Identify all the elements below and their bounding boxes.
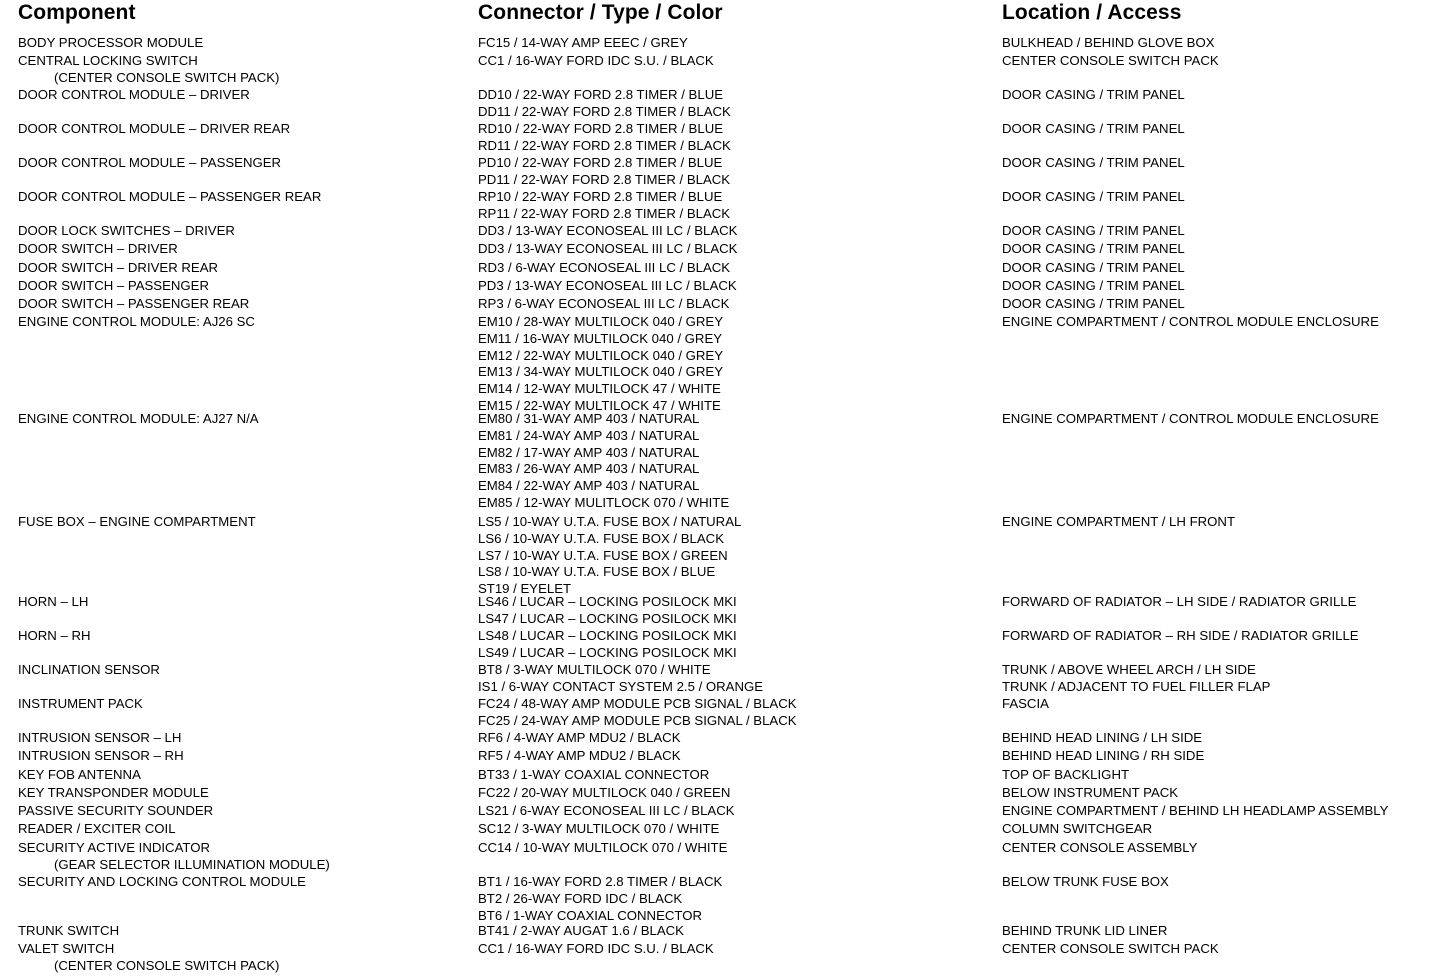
connector-entry: SC12 / 3-WAY MULTILOCK 070 / WHITE [478,821,720,836]
connector-cell [478,296,729,313]
connector-entry: BT8 / 3-WAY MULTILOCK 070 / WHITE [478,662,711,677]
connector-entry: EM84 / 22-WAY AMP 403 / NATURAL [478,478,700,494]
location-entry: BEHIND TRUNK LID LINER [1002,923,1168,938]
connector-entry: FC22 / 20-WAY MULTILOCK 040 / GREEN [478,785,731,800]
component-cell [18,35,203,52]
connector-cell [478,35,688,52]
component-cell [18,803,213,820]
connector-entry: EM15 / 22-WAY MULTILOCK 47 / WHITE [478,397,721,413]
location-entry: DOOR CASING / TRIM PANEL [1002,278,1185,293]
component-cell [18,730,181,747]
connector-cell [478,748,681,765]
location-cell [1002,767,1129,784]
component-name: SECURITY ACTIVE INDICATOR [18,840,210,855]
component-name: DOOR CONTROL MODULE – PASSENGER [18,155,282,170]
location-entry: DOOR CASING / TRIM PANEL [1002,87,1185,102]
component-cell [18,941,279,975]
connector-entry: RD3 / 6-WAY ECONOSEAL III LC / BLACK [478,260,731,275]
connector-cell [478,803,735,820]
component-cell [18,662,160,679]
component-cell [18,696,143,713]
component-name: DOOR LOCK SWITCHES – DRIVER [18,223,235,238]
component-name: INTRUSION SENSOR – RH [18,748,184,763]
component-cell [18,821,176,838]
component-name: DOOR SWITCH – PASSENGER REAR [18,296,250,311]
location-cell [1002,87,1185,104]
connector-entry: CC1 / 16-WAY FORD IDC S.U. / BLACK [478,53,714,68]
connector-entry: LS7 / 10-WAY U.T.A. FUSE BOX / GREEN [478,547,728,563]
location-entry: DOOR CASING / TRIM PANEL [1002,241,1185,256]
component-name: TRUNK SWITCH [18,923,120,938]
connector-entry: RP10 / 22-WAY FORD 2.8 TIMER / BLUE [478,189,723,204]
component-name: INCLINATION SENSOR [18,662,160,677]
component-name: ENGINE CONTROL MODULE: AJ27 N/A [18,411,259,426]
connector-entry: DD11 / 22-WAY FORD 2.8 TIMER / BLACK [478,103,731,119]
component-name: PASSIVE SECURITY SOUNDER [18,803,214,818]
location-cell [1002,874,1169,891]
connector-cell [478,411,729,512]
connector-cell [478,628,737,662]
connector-cell [478,155,730,189]
connector-cell [478,278,737,295]
location-entry: ENGINE COMPARTMENT / BEHIND LH HEADLAMP ASSEMBLY [1002,803,1389,818]
component-name: HORN – LH [18,594,89,609]
connector-cell [478,594,737,628]
connector-entry: EM85 / 12-WAY MULITLOCK 070 / WHITE [478,494,730,510]
connector-entry: PD11 / 22-WAY FORD 2.8 TIMER / BLACK [478,171,731,187]
location-entry: FORWARD OF RADIATOR – RH SIDE / RADIATOR GRILLE [1002,628,1359,643]
connector-cell [478,189,730,223]
location-cell [1002,594,1356,611]
location-cell [1002,730,1202,747]
location-entry: CENTER CONSOLE SWITCH PACK [1002,53,1219,68]
connector-entry: BT33 / 1-WAY COAXIAL CONNECTOR [478,767,710,782]
connector-cell [478,785,730,802]
component-name: ENGINE CONTROL MODULE: AJ26 SC [18,314,255,329]
location-cell [1002,941,1219,958]
location-entry: TOP OF BACKLIGHT [1002,767,1130,782]
component-cell [18,748,184,765]
connector-cell [478,314,723,415]
location-entry: DOOR CASING / TRIM PANEL [1002,121,1185,136]
component-name: DOOR SWITCH – PASSENGER [18,278,209,293]
location-entry: DOOR CASING / TRIM PANEL [1002,260,1185,275]
location-cell [1002,840,1197,857]
connector-cell [478,840,727,857]
connector-cell [478,87,731,121]
location-entry: ENGINE COMPARTMENT / CONTROL MODULE ENCLOSURE [1002,314,1379,329]
location-cell [1002,223,1185,240]
component-name: DOOR SWITCH – DRIVER [18,241,178,256]
component-cell [18,189,321,206]
location-entry: DOOR CASING / TRIM PANEL [1002,189,1185,204]
component-cell [18,223,235,240]
location-entry: TRUNK / ADJACENT TO FUEL FILLER FLAP [1002,678,1271,694]
connector-entry: EM83 / 26-WAY AMP 403 / NATURAL [478,461,700,477]
connector-cell [478,121,731,155]
location-cell [1002,53,1219,70]
component-name: DOOR SWITCH – DRIVER REAR [18,260,219,275]
connector-entry: RP3 / 6-WAY ECONOSEAL III LC / BLACK [478,296,730,311]
component-name: FUSE BOX – ENGINE COMPARTMENT [18,514,256,529]
connector-entry: BT41 / 2-WAY AUGAT 1.6 / BLACK [478,923,684,938]
component-name: DOOR CONTROL MODULE – DRIVER [18,87,250,102]
component-cell [18,767,141,784]
connector-entry: LS47 / LUCAR – LOCKING POSILOCK MKI [478,610,737,626]
component-name: SECURITY AND LOCKING CONTROL MODULE [18,874,306,889]
connector-entry: EM80 / 31-WAY AMP 403 / NATURAL [478,411,700,426]
connector-entry: LS5 / 10-WAY U.T.A. FUSE BOX / NATURAL [478,514,742,529]
connector-entry: EM13 / 34-WAY MULTILOCK 040 / GREY [478,364,724,380]
location-cell [1002,662,1270,696]
connector-entry: CC1 / 16-WAY FORD IDC S.U. / BLACK [478,941,714,956]
connector-entry: PD3 / 13-WAY ECONOSEAL III LC / BLACK [478,278,737,293]
component-cell [18,241,178,258]
component-cell [18,923,119,940]
location-entry: FORWARD OF RADIATOR – LH SIDE / RADIATOR GRILLE [1002,594,1357,609]
connector-cell [478,696,797,730]
location-cell [1002,803,1388,820]
connector-entry: DD3 / 13-WAY ECONOSEAL III LC / BLACK [478,223,738,238]
location-entry: DOOR CASING / TRIM PANEL [1002,155,1185,170]
connector-entry: EM82 / 17-WAY AMP 403 / NATURAL [478,444,700,460]
component-name: READER / EXCITER COIL [18,821,176,836]
location-entry: TRUNK / ABOVE WHEEL ARCH / LH SIDE [1002,662,1256,677]
connector-cell [478,941,714,958]
connector-entry: ST19 / EYELET [478,581,572,597]
component-name: BODY PROCESSOR MODULE [18,35,204,50]
connector-entry: LS48 / LUCAR – LOCKING POSILOCK MKI [478,628,737,643]
location-cell [1002,278,1185,295]
component-subtitle: (GEAR SELECTOR ILLUMINATION MODULE) [54,856,330,872]
location-entry: CENTER CONSOLE ASSEMBLY [1002,840,1198,855]
connector-cell [478,767,709,784]
connector-entry: RP11 / 22-WAY FORD 2.8 TIMER / BLACK [478,205,731,221]
connector-entry: FC25 / 24-WAY AMP MODULE PCB SIGNAL / BLACK [478,712,797,728]
component-cell [18,314,255,331]
location-cell [1002,923,1167,940]
location-entry: BELOW INSTRUMENT PACK [1002,785,1179,800]
component-name: INTRUSION SENSOR – LH [18,730,182,745]
location-entry: ENGINE COMPARTMENT / LH FRONT [1002,514,1235,529]
component-name: DOOR CONTROL MODULE – PASSENGER REAR [18,189,322,204]
connector-entry: BT2 / 26-WAY FORD IDC / BLACK [478,890,683,906]
location-cell [1002,411,1379,428]
connector-entry: CC14 / 10-WAY MULTILOCK 070 / WHITE [478,840,728,855]
connector-cell [478,821,719,838]
connector-entry: EM12 / 22-WAY MULTILOCK 040 / GREY [478,347,724,363]
component-cell [18,874,306,891]
connector-entry: RF6 / 4-WAY AMP MDU2 / BLACK [478,730,681,745]
component-name: KEY FOB ANTENNA [18,767,141,782]
connector-entry: FC24 / 48-WAY AMP MODULE PCB SIGNAL / BLACK [478,696,797,711]
location-entry: BELOW TRUNK FUSE BOX [1002,874,1169,889]
header-location: Location / Access [1002,1,1182,24]
location-cell [1002,314,1379,331]
connector-entry: DD3 / 13-WAY ECONOSEAL III LC / BLACK [478,241,738,256]
component-cell [18,155,281,172]
location-entry: FASCIA [1002,696,1049,711]
connector-cell [478,223,737,240]
connector-entry: LS6 / 10-WAY U.T.A. FUSE BOX / BLACK [478,530,725,546]
connector-entry: RF5 / 4-WAY AMP MDU2 / BLACK [478,748,681,763]
location-cell [1002,748,1204,765]
header-component: Component [18,1,136,24]
connector-cell [478,730,681,747]
location-cell [1002,155,1185,172]
connector-cell [478,260,730,277]
component-cell [18,260,218,277]
location-cell [1002,696,1049,713]
connector-cell [478,53,714,70]
component-cell [18,53,279,87]
component-cell [18,594,88,611]
connector-entry: EM11 / 16-WAY MULTILOCK 040 / GREY [478,330,723,346]
connector-cell [478,662,763,696]
connector-entry: EM10 / 28-WAY MULTILOCK 040 / GREY [478,314,724,329]
connector-cell [478,923,684,940]
component-cell [18,87,250,104]
component-name: KEY TRANSPONDER MODULE [18,785,209,800]
location-entry: ENGINE COMPARTMENT / CONTROL MODULE ENCLOSURE [1002,411,1379,426]
connector-entry: LS49 / LUCAR – LOCKING POSILOCK MKI [478,644,737,660]
connector-cell [478,241,737,258]
location-entry: BULKHEAD / BEHIND GLOVE BOX [1002,35,1215,50]
connector-entry: EM14 / 12-WAY MULTILOCK 47 / WHITE [478,381,721,397]
component-name: VALET SWITCH [18,941,115,956]
location-entry: BEHIND HEAD LINING / RH SIDE [1002,748,1205,763]
component-name: CENTRAL LOCKING SWITCH [18,53,198,68]
connector-entry: FC15 / 14-WAY AMP EEEC / GREY [478,35,688,50]
header-connector: Connector / Type / Color [478,1,723,24]
component-cell [18,296,249,313]
location-entry: CENTER CONSOLE SWITCH PACK [1002,941,1219,956]
component-cell [18,514,256,531]
component-cell [18,278,209,295]
component-name: INSTRUMENT PACK [18,696,143,711]
location-cell [1002,514,1235,531]
component-subtitle: (CENTER CONSOLE SWITCH PACK) [54,957,280,973]
connector-entry: BT6 / 1-WAY COAXIAL CONNECTOR [478,907,702,923]
location-entry: BEHIND HEAD LINING / LH SIDE [1002,730,1203,745]
connector-entry: LS21 / 6-WAY ECONOSEAL III LC / BLACK [478,803,735,818]
connector-entry: RD10 / 22-WAY FORD 2.8 TIMER / BLUE [478,121,724,136]
location-cell [1002,260,1185,277]
component-name: DOOR CONTROL MODULE – DRIVER REAR [18,121,291,136]
location-entry: DOOR CASING / TRIM PANEL [1002,223,1185,238]
location-cell [1002,628,1359,645]
location-cell [1002,35,1215,52]
location-cell [1002,785,1178,802]
location-cell [1002,296,1185,313]
connector-entry: DD10 / 22-WAY FORD 2.8 TIMER / BLUE [478,87,724,102]
location-entry: COLUMN SWITCHGEAR [1002,821,1153,836]
connector-cell [478,874,722,924]
component-name: HORN – RH [18,628,91,643]
location-cell [1002,821,1152,838]
component-subtitle: (CENTER CONSOLE SWITCH PACK) [54,69,280,85]
connector-entry: RD11 / 22-WAY FORD 2.8 TIMER / BLACK [478,137,731,153]
connector-entry: PD10 / 22-WAY FORD 2.8 TIMER / BLUE [478,155,723,170]
connector-cell [478,514,741,598]
location-cell [1002,121,1185,138]
component-cell [18,121,290,138]
connector-entry: LS8 / 10-WAY U.T.A. FUSE BOX / BLUE [478,564,716,580]
location-cell [1002,241,1185,258]
connector-entry: IS1 / 6-WAY CONTACT SYSTEM 2.5 / ORANGE [478,678,764,694]
component-cell [18,411,259,428]
connector-entry: EM81 / 24-WAY AMP 403 / NATURAL [478,427,700,443]
component-cell [18,840,330,874]
location-cell [1002,189,1185,206]
location-entry: DOOR CASING / TRIM PANEL [1002,296,1185,311]
connector-entry: BT1 / 16-WAY FORD 2.8 TIMER / BLACK [478,874,723,889]
component-cell [18,785,209,802]
connector-entry: LS46 / LUCAR – LOCKING POSILOCK MKI [478,594,737,609]
component-cell [18,628,91,645]
